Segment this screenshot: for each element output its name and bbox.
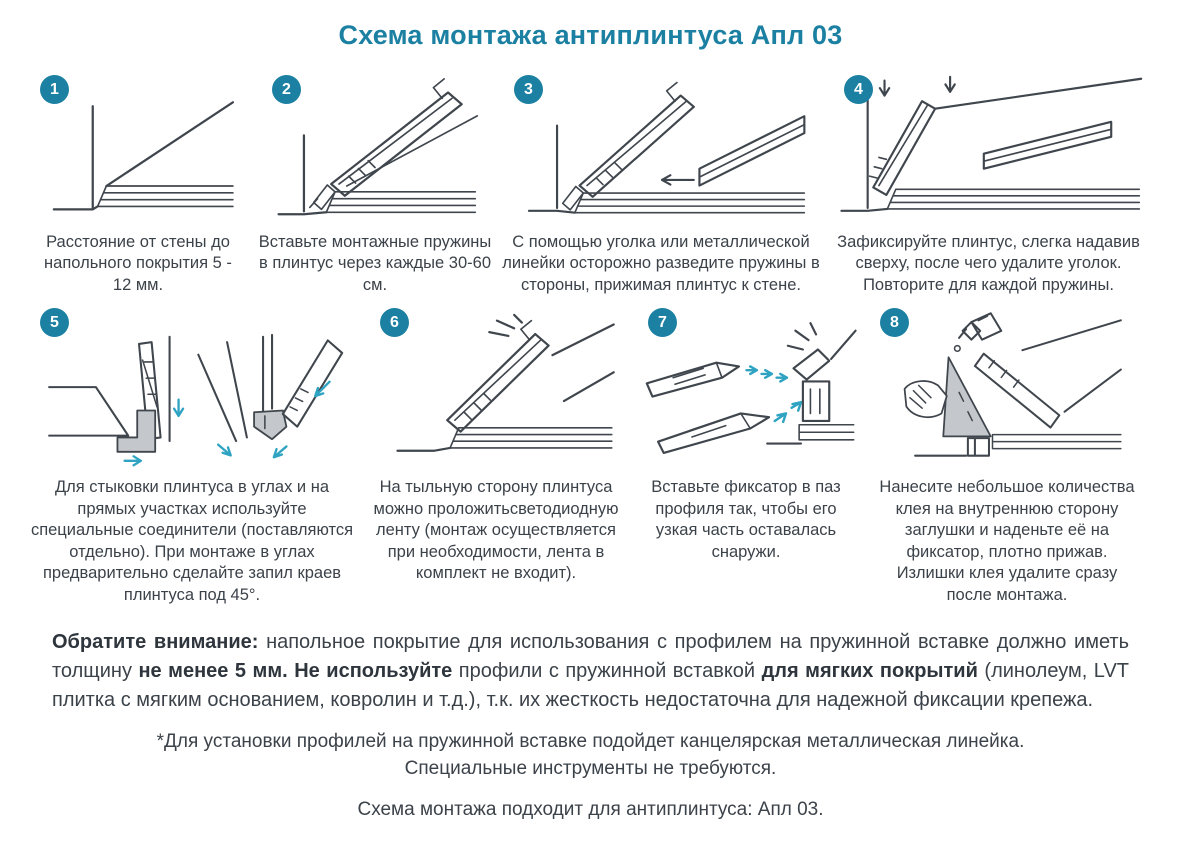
step-8-number-badge: 8 xyxy=(880,308,909,337)
step-4 xyxy=(826,73,1151,296)
step-1-caption: Расстояние от стены до напольного покрытия 5 - 12 мм. xyxy=(44,233,232,294)
step-4-art xyxy=(826,75,1151,223)
attention-note-segment: Обратите внимание: xyxy=(52,630,267,653)
step-8-caption: Нанесите небольшое количества клея на внутреннюю сторону заглушки и наденьте её на фиксатор, плотно прижав. Излишки клея удалите сразу после монтажа. xyxy=(879,478,1135,604)
steps-row-2 xyxy=(0,306,1181,606)
attention-note-segment: для мягких покрытий xyxy=(761,659,985,682)
step-1 xyxy=(22,73,254,296)
glue-end-cap-diagram xyxy=(876,308,1138,468)
step-5-number-badge: 5 xyxy=(40,308,69,337)
attention-note xyxy=(52,628,1129,715)
step-5-caption: Для стыковки плинтуса в углах и на прямых участках используйте специальные соединители (поставляются отдельно). При монтаже в углах предварительно сделайте запил краев плинтуса под 45°. xyxy=(30,478,354,604)
tools-footnote xyxy=(0,728,1181,783)
step-6-number-badge: 6 xyxy=(380,308,409,337)
tools-footnote-line-2: Специальные инструменты не требуются. xyxy=(404,758,777,780)
step-4-caption: Зафиксируйте плинтус, слегка надавив сверху, после чего удалите уголок. Повторите для каждой пружины. xyxy=(837,233,1140,294)
step-3-caption: С помощью уголка или металлической линейки осторожно разведите пружины в стороны, прижимая плинтус к стене. xyxy=(502,233,820,294)
step-2-number-badge: 2 xyxy=(272,75,301,104)
attention-note-segment: профили с пружинной вставкой xyxy=(458,659,762,682)
attention-note-segment: напольное покрытие для использования с профилем на пружинной вставке должно иметь толщину xyxy=(52,630,1129,682)
step-3-art xyxy=(496,75,826,223)
tools-footnote-line-1: *Для установки профилей на пружинной вставке подойдет канцелярская металлическая линейка. xyxy=(156,730,1025,752)
led-strip-diagram xyxy=(371,313,621,468)
step-1-number-badge: 1 xyxy=(40,75,69,104)
step-6-caption: На тыльную сторону плинтуса можно проложитьсветодиодную ленту (монтаж осуществляется при необходимости, лента в комплект не входит). xyxy=(373,478,619,583)
step-3 xyxy=(496,73,826,296)
step-5-art xyxy=(22,308,362,468)
step-4-number-badge: 4 xyxy=(844,75,873,104)
step-2 xyxy=(254,73,496,296)
step-7 xyxy=(630,306,862,563)
corner-connectors-diagram xyxy=(25,308,360,468)
step-7-number-badge: 7 xyxy=(648,308,677,337)
wall-floor-gap-diagram xyxy=(38,77,238,223)
spring-insert-diagram xyxy=(268,75,483,223)
step-5 xyxy=(22,306,362,606)
step-2-caption: Вставьте монтажные пружины в плинтус через каждые 30-60 см. xyxy=(258,233,492,294)
steps-row-1 xyxy=(0,73,1181,296)
compatibility-line: Схема монтажа подходит для антиплинтуса: Апл 03. xyxy=(357,799,824,821)
press-and-fix-diagram xyxy=(826,75,1151,223)
step-6 xyxy=(362,306,630,584)
step-8-art xyxy=(862,308,1152,468)
attention-note-segment: не менее 5 мм. Не используйте xyxy=(138,659,459,682)
ruler-spread-springs-diagram xyxy=(504,75,819,223)
page-title: Схема монтажа антиплинтуса Апл 03 xyxy=(338,20,843,50)
step-7-caption: Вставьте фиксатор в паз профиля так, чтобы его узкая часть оставалась снаружи. xyxy=(651,478,841,561)
step-3-number-badge: 3 xyxy=(514,75,543,104)
step-8 xyxy=(862,306,1152,606)
attention-note-segment: (линолеум, LVT плитка с мягким основанием, ковролин и т.д.), т.к. их жесткость недостаточна для надежной фиксации крепежа. xyxy=(52,659,1130,711)
